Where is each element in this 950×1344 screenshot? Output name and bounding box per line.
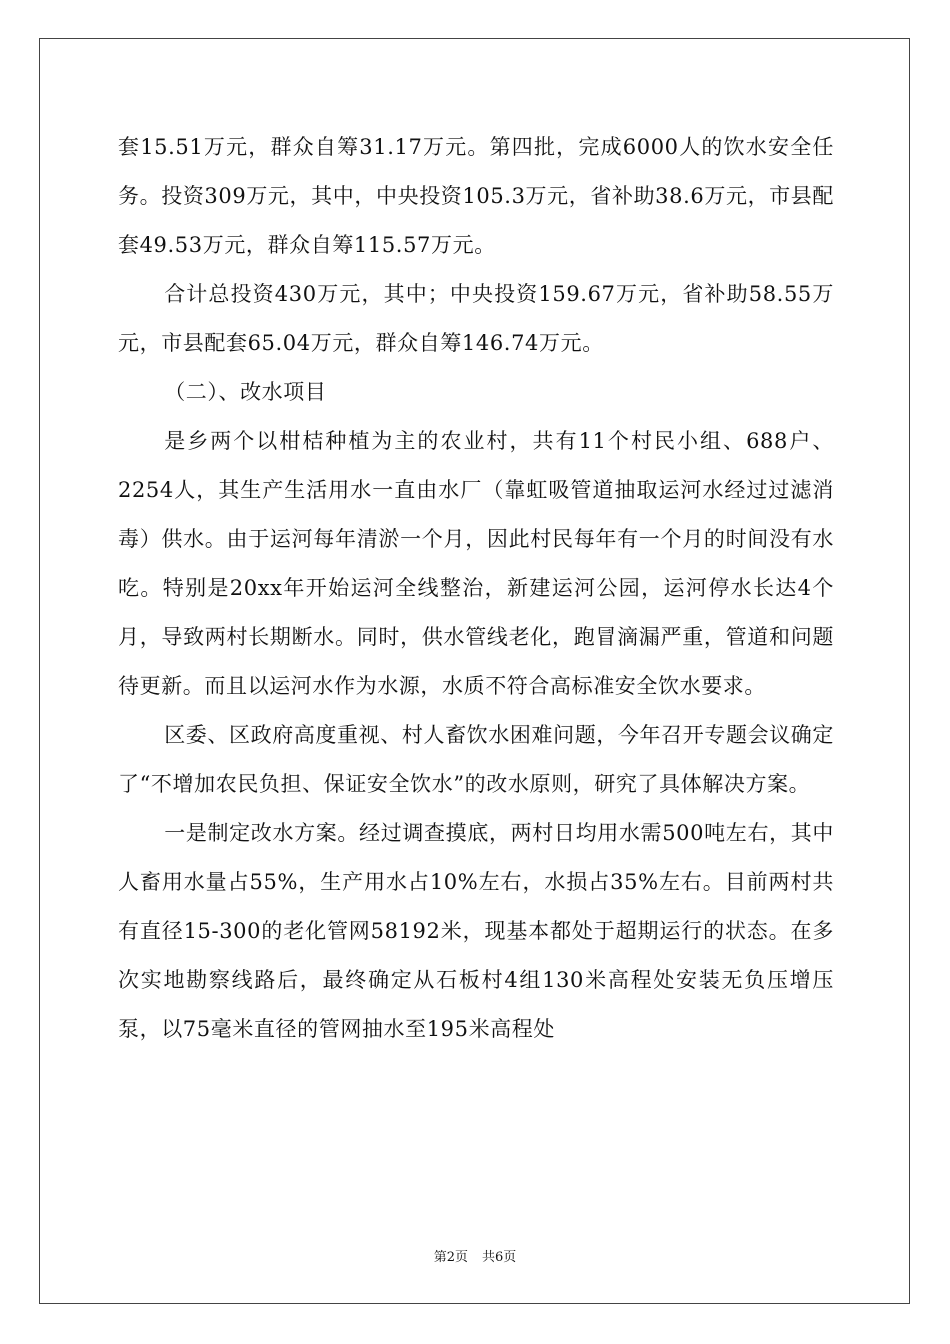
paragraph-total-investment: 合计总投资430万元，其中；中央投资159.67万元，省补助58.55万元，市县配套65.04万元，群众自筹146.74万元。 — [118, 282, 834, 355]
paragraph-investment-batch4: 套15.51万元，群众自筹31.17万元。第四批，完成6000人的饮水安全任务。投资309万元，其中，中央投资105.3万元，省补助38.6万元，市县配套49.53万元，群众自筹115.57万元。 — [118, 135, 834, 257]
page-footer — [0, 1246, 950, 1265]
paragraph-village-background: 是乡两个以柑桔种植为主的农业村，共有11个村民小组、688户、2254人，其生产生活用水一直由水厂（靠虹吸管道抽取运河水经过过滤消毒）供水。由于运河每年清淤一个月，因此村民每年有一个月的时间没有水吃。特别是20xx年开始运河全线整治，新建运河公园，运河停水长达4个月，导致两村长期断水。同时，供水管线老化，跑冒滴漏严重，管道和问题待更新。而且以运河水作为水源，水质不符合高标准安全饮水要求。 — [118, 429, 834, 698]
paragraph-government-attention: 区委、区政府高度重视、村人畜饮水困难问题，今年召开专题会议确定了“不增加农民负担、保证安全饮水”的改水原则，研究了具体解决方案。 — [118, 723, 834, 796]
paragraph-water-plan: 一是制定改水方案。经过调查摸底，两村日均用水需500吨左右，其中人畜用水量占55%，生产用水占10%左右，水损占35%左右。目前两村共有直径15-300的老化管网58192米，现基本都处于超期运行的状态。在多次实地勘察线路后，最终确定从石板村4组130米高程处安装无负压增压泵，以75毫米直径的管网抽水至195米高程处 — [118, 821, 834, 1041]
document-body — [118, 123, 834, 1054]
page-number: 第2页 — [433, 1250, 468, 1265]
section-heading-water-project: （二）、改水项目 — [164, 380, 327, 404]
page-total: 共6页 — [482, 1250, 517, 1265]
